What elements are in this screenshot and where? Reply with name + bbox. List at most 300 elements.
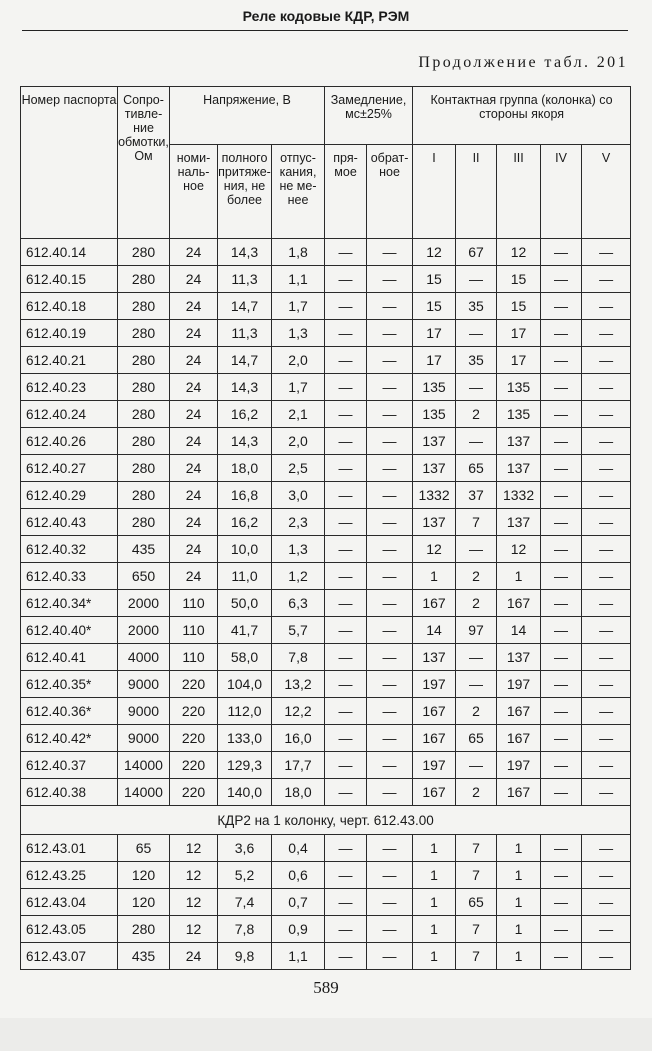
cell-contact-II: — [456,266,497,293]
table-row [21,862,631,889]
cell-release-voltage: 1,8 [272,239,325,266]
cell-release-voltage: 5,7 [272,617,325,644]
cell-contact-II: — [456,536,497,563]
cell-passport: 612.40.21 [21,347,118,374]
cell-contact-I: 135 [413,374,456,401]
cell-delay-reverse: — [367,943,413,970]
cell-contact-V: — [582,779,631,806]
cell-delay-reverse: — [367,509,413,536]
cell-contact-V: — [582,835,631,862]
cell-contact-II: 7 [456,943,497,970]
cell-resistance: 435 [118,943,170,970]
cell-contact-II: 67 [456,239,497,266]
cell-passport: 612.43.01 [21,835,118,862]
cell-delay-direct: — [325,563,367,590]
cell-contact-IV: — [541,862,582,889]
cell-contact-IV: — [541,536,582,563]
cell-contact-I: 12 [413,239,456,266]
cell-contact-I: 135 [413,401,456,428]
cell-contact-III: 135 [497,401,541,428]
cell-contact-V: — [582,590,631,617]
cell-passport: 612.40.23 [21,374,118,401]
cell-contact-V: — [582,266,631,293]
cell-full-pickup-voltage: 14,3 [218,239,272,266]
cell-resistance: 435 [118,536,170,563]
cell-release-voltage: 1,1 [272,266,325,293]
cell-delay-reverse: — [367,293,413,320]
cell-full-pickup-voltage: 129,3 [218,752,272,779]
cell-nominal-voltage: 12 [170,862,218,889]
cell-delay-direct: — [325,752,367,779]
cell-delay-reverse: — [367,536,413,563]
cell-nominal-voltage: 110 [170,617,218,644]
cell-delay-direct: — [325,536,367,563]
cell-contact-III: 197 [497,752,541,779]
table-row [21,617,631,644]
cell-contact-III: 137 [497,509,541,536]
table-row [21,563,631,590]
cell-contact-IV: — [541,835,582,862]
cell-contact-V: — [582,617,631,644]
cell-contact-II: — [456,671,497,698]
cell-full-pickup-voltage: 14,3 [218,428,272,455]
table-row [21,374,631,401]
cell-resistance: 120 [118,889,170,916]
header-rule [22,30,628,31]
cell-full-pickup-voltage: 14,7 [218,347,272,374]
cell-delay-reverse: — [367,455,413,482]
table-row [21,698,631,725]
cell-full-pickup-voltage: 112,0 [218,698,272,725]
header-col-III: III [497,145,541,239]
cell-contact-I: 12 [413,536,456,563]
cell-release-voltage: 1,3 [272,536,325,563]
cell-contact-III: 167 [497,779,541,806]
cell-resistance: 9000 [118,725,170,752]
cell-full-pickup-voltage: 10,0 [218,536,272,563]
cell-contact-II: — [456,428,497,455]
cell-contact-III: 14 [497,617,541,644]
table-row [21,590,631,617]
cell-passport: 612.40.29 [21,482,118,509]
cell-passport: 612.40.32 [21,536,118,563]
cell-contact-II: — [456,374,497,401]
cell-full-pickup-voltage: 14,7 [218,293,272,320]
cell-contact-IV: — [541,779,582,806]
cell-resistance: 280 [118,482,170,509]
cell-delay-direct: — [325,347,367,374]
table-row [21,943,631,970]
header-col-I: I [413,145,456,239]
table-row [21,482,631,509]
cell-passport: 612.40.43 [21,509,118,536]
cell-release-voltage: 2,0 [272,428,325,455]
table-body-main [21,239,631,806]
cell-full-pickup-voltage: 16,2 [218,509,272,536]
cell-contact-III: 12 [497,239,541,266]
cell-contact-II: 2 [456,563,497,590]
cell-delay-reverse: — [367,671,413,698]
cell-contact-V: — [582,563,631,590]
table-row [21,455,631,482]
section-title: КДР2 на 1 колонку, черт. 612.43.00 [21,806,631,835]
cell-passport: 612.43.25 [21,862,118,889]
cell-contact-I: 17 [413,347,456,374]
table-row [21,725,631,752]
table-row [21,428,631,455]
cell-contact-III: 15 [497,293,541,320]
cell-nominal-voltage: 24 [170,320,218,347]
cell-nominal-voltage: 12 [170,916,218,943]
table-row [21,239,631,266]
table-body-kdr2 [21,835,631,970]
cell-resistance: 280 [118,320,170,347]
cell-release-voltage: 1,7 [272,374,325,401]
table-row [21,266,631,293]
cell-delay-direct: — [325,916,367,943]
cell-resistance: 14000 [118,779,170,806]
cell-passport: 612.40.41 [21,644,118,671]
cell-delay-direct: — [325,862,367,889]
cell-contact-I: 137 [413,509,456,536]
header-direct: прямое [325,145,367,239]
cell-release-voltage: 16,0 [272,725,325,752]
cell-contact-I: 137 [413,455,456,482]
table-row [21,916,631,943]
cell-nominal-voltage: 24 [170,536,218,563]
cell-full-pickup-voltage: 16,8 [218,482,272,509]
cell-contact-I: 15 [413,266,456,293]
cell-delay-direct: — [325,698,367,725]
cell-delay-direct: — [325,835,367,862]
cell-passport: 612.40.14 [21,239,118,266]
cell-contact-I: 1332 [413,482,456,509]
cell-contact-III: 137 [497,455,541,482]
header-contacts: Контактная группа (колонка) со стороны якоря [413,87,631,145]
cell-contact-IV: — [541,509,582,536]
cell-contact-IV: — [541,401,582,428]
cell-nominal-voltage: 24 [170,563,218,590]
cell-release-voltage: 2,5 [272,455,325,482]
cell-release-voltage: 18,0 [272,779,325,806]
cell-contact-II: — [456,644,497,671]
cell-contact-II: 65 [456,455,497,482]
cell-contact-IV: — [541,293,582,320]
cell-contact-V: — [582,752,631,779]
cell-nominal-voltage: 24 [170,266,218,293]
cell-delay-reverse: — [367,862,413,889]
cell-contact-I: 1 [413,943,456,970]
table-row [21,644,631,671]
cell-nominal-voltage: 24 [170,293,218,320]
cell-contact-II: 35 [456,347,497,374]
cell-resistance: 280 [118,455,170,482]
cell-contact-V: — [582,916,631,943]
cell-resistance: 2000 [118,617,170,644]
cell-delay-direct: — [325,401,367,428]
cell-delay-direct: — [325,617,367,644]
cell-contact-II: — [456,752,497,779]
cell-delay-direct: — [325,725,367,752]
cell-contact-V: — [582,401,631,428]
cell-full-pickup-voltage: 140,0 [218,779,272,806]
header-reverse: обратное [367,145,413,239]
cell-contact-V: — [582,428,631,455]
cell-contact-II: 7 [456,916,497,943]
cell-passport: 612.43.07 [21,943,118,970]
cell-resistance: 120 [118,862,170,889]
cell-nominal-voltage: 110 [170,644,218,671]
header-row-1 [21,87,631,145]
table-row [21,320,631,347]
cell-contact-III: 1 [497,563,541,590]
cell-contact-III: 137 [497,428,541,455]
cell-delay-direct: — [325,644,367,671]
cell-full-pickup-voltage: 18,0 [218,455,272,482]
cell-contact-V: — [582,889,631,916]
cell-contact-I: 167 [413,590,456,617]
header-voltage: Напряжение, В [170,87,325,145]
cell-delay-direct: — [325,266,367,293]
cell-delay-direct: — [325,239,367,266]
table-row [21,293,631,320]
cell-contact-III: 15 [497,266,541,293]
cell-delay-direct: — [325,509,367,536]
cell-resistance: 280 [118,347,170,374]
cell-contact-IV: — [541,943,582,970]
cell-contact-V: — [582,671,631,698]
cell-passport: 612.40.15 [21,266,118,293]
cell-delay-reverse: — [367,563,413,590]
cell-contact-III: 1 [497,943,541,970]
table-row [21,779,631,806]
cell-contact-V: — [582,725,631,752]
table-row [21,671,631,698]
cell-release-voltage: 3,0 [272,482,325,509]
cell-contact-II: 97 [456,617,497,644]
cell-contact-III: 12 [497,536,541,563]
cell-nominal-voltage: 24 [170,347,218,374]
cell-full-pickup-voltage: 50,0 [218,590,272,617]
cell-delay-reverse: — [367,644,413,671]
cell-delay-reverse: — [367,752,413,779]
cell-contact-I: 1 [413,889,456,916]
cell-nominal-voltage: 110 [170,590,218,617]
cell-release-voltage: 1,7 [272,293,325,320]
cell-contact-II: — [456,320,497,347]
cell-resistance: 2000 [118,590,170,617]
cell-delay-direct: — [325,293,367,320]
cell-delay-reverse: — [367,266,413,293]
cell-contact-IV: — [541,698,582,725]
cell-full-pickup-voltage: 9,8 [218,943,272,970]
cell-delay-reverse: — [367,482,413,509]
table-row [21,347,631,374]
cell-release-voltage: 6,3 [272,590,325,617]
cell-delay-reverse: — [367,320,413,347]
cell-contact-I: 137 [413,644,456,671]
cell-contact-II: 2 [456,401,497,428]
cell-delay-reverse: — [367,617,413,644]
cell-delay-direct: — [325,779,367,806]
cell-delay-reverse: — [367,779,413,806]
cell-delay-reverse: — [367,428,413,455]
cell-contact-I: 1 [413,563,456,590]
cell-nominal-voltage: 220 [170,752,218,779]
cell-delay-direct: — [325,428,367,455]
cell-delay-reverse: — [367,347,413,374]
cell-contact-I: 15 [413,293,456,320]
cell-passport: 612.40.36* [21,698,118,725]
cell-passport: 612.40.27 [21,455,118,482]
cell-delay-reverse: — [367,725,413,752]
cell-nominal-voltage: 24 [170,509,218,536]
cell-delay-reverse: — [367,239,413,266]
cell-delay-direct: — [325,590,367,617]
table-continuation-label: Продолжение табл. 201 [418,54,628,71]
cell-full-pickup-voltage: 11,3 [218,266,272,293]
cell-contact-IV: — [541,644,582,671]
cell-delay-direct: — [325,320,367,347]
cell-contact-IV: — [541,266,582,293]
cell-delay-direct: — [325,482,367,509]
cell-release-voltage: 1,1 [272,943,325,970]
cell-contact-IV: — [541,482,582,509]
cell-resistance: 650 [118,563,170,590]
cell-nominal-voltage: 220 [170,671,218,698]
cell-full-pickup-voltage: 5,2 [218,862,272,889]
cell-full-pickup-voltage: 104,0 [218,671,272,698]
cell-contact-IV: — [541,889,582,916]
cell-resistance: 280 [118,374,170,401]
cell-release-voltage: 1,2 [272,563,325,590]
cell-contact-I: 14 [413,617,456,644]
cell-nominal-voltage: 12 [170,835,218,862]
cell-contact-II: 7 [456,509,497,536]
cell-release-voltage: 1,3 [272,320,325,347]
cell-resistance: 280 [118,239,170,266]
cell-contact-IV: — [541,916,582,943]
cell-resistance: 280 [118,266,170,293]
cell-release-voltage: 0,7 [272,889,325,916]
cell-contact-V: — [582,347,631,374]
cell-contact-II: 35 [456,293,497,320]
header-resistance: Сопротивление обмотки, Ом [118,87,170,239]
header-release: отпускания, не менее [272,145,325,239]
page-bottom-shadow [0,1018,652,1051]
cell-release-voltage: 2,3 [272,509,325,536]
cell-contact-I: 167 [413,698,456,725]
cell-contact-IV: — [541,671,582,698]
cell-delay-reverse: — [367,916,413,943]
cell-contact-V: — [582,482,631,509]
cell-delay-reverse: — [367,401,413,428]
cell-passport: 612.40.19 [21,320,118,347]
cell-contact-IV: — [541,752,582,779]
cell-nominal-voltage: 24 [170,943,218,970]
cell-contact-III: 135 [497,374,541,401]
page-number: 589 [313,978,339,997]
cell-contact-III: 1 [497,889,541,916]
relay-data-table [20,86,631,970]
cell-full-pickup-voltage: 11,0 [218,563,272,590]
cell-delay-reverse: — [367,698,413,725]
cell-passport: 612.40.34* [21,590,118,617]
cell-release-voltage: 0,9 [272,916,325,943]
cell-contact-IV: — [541,374,582,401]
cell-release-voltage: 12,2 [272,698,325,725]
cell-contact-IV: — [541,455,582,482]
cell-resistance: 280 [118,293,170,320]
cell-full-pickup-voltage: 16,2 [218,401,272,428]
cell-release-voltage: 7,8 [272,644,325,671]
cell-delay-reverse: — [367,835,413,862]
cell-contact-I: 197 [413,671,456,698]
cell-contact-V: — [582,239,631,266]
cell-contact-III: 1332 [497,482,541,509]
cell-nominal-voltage: 12 [170,889,218,916]
cell-resistance: 280 [118,401,170,428]
cell-contact-III: 1 [497,916,541,943]
cell-passport: 612.40.24 [21,401,118,428]
cell-contact-I: 167 [413,725,456,752]
cell-release-voltage: 2,1 [272,401,325,428]
cell-contact-II: 7 [456,862,497,889]
cell-contact-IV: — [541,563,582,590]
cell-delay-reverse: — [367,889,413,916]
cell-nominal-voltage: 220 [170,779,218,806]
cell-contact-III: 137 [497,644,541,671]
table-row [21,889,631,916]
cell-contact-IV: — [541,617,582,644]
cell-release-voltage: 0,4 [272,835,325,862]
table-row [21,509,631,536]
cell-contact-V: — [582,536,631,563]
cell-contact-II: 2 [456,779,497,806]
cell-resistance: 280 [118,916,170,943]
cell-full-pickup-voltage: 11,3 [218,320,272,347]
cell-full-pickup-voltage: 14,3 [218,374,272,401]
cell-contact-IV: — [541,239,582,266]
cell-passport: 612.40.26 [21,428,118,455]
cell-resistance: 9000 [118,671,170,698]
cell-release-voltage: 17,7 [272,752,325,779]
cell-delay-reverse: — [367,374,413,401]
cell-contact-I: 197 [413,752,456,779]
cell-full-pickup-voltage: 7,4 [218,889,272,916]
cell-contact-I: 17 [413,320,456,347]
cell-resistance: 280 [118,509,170,536]
table-row [21,752,631,779]
cell-contact-V: — [582,698,631,725]
cell-delay-direct: — [325,889,367,916]
running-head: Реле кодовые КДР, РЭМ [242,8,410,24]
cell-delay-direct: — [325,671,367,698]
cell-full-pickup-voltage: 7,8 [218,916,272,943]
cell-contact-V: — [582,509,631,536]
cell-resistance: 65 [118,835,170,862]
cell-contact-II: 2 [456,698,497,725]
cell-contact-III: 1 [497,835,541,862]
cell-nominal-voltage: 24 [170,401,218,428]
cell-contact-V: — [582,862,631,889]
table-row [21,536,631,563]
cell-contact-I: 1 [413,916,456,943]
cell-contact-III: 167 [497,590,541,617]
cell-contact-V: — [582,374,631,401]
section-header-row [21,806,631,835]
cell-contact-V: — [582,293,631,320]
